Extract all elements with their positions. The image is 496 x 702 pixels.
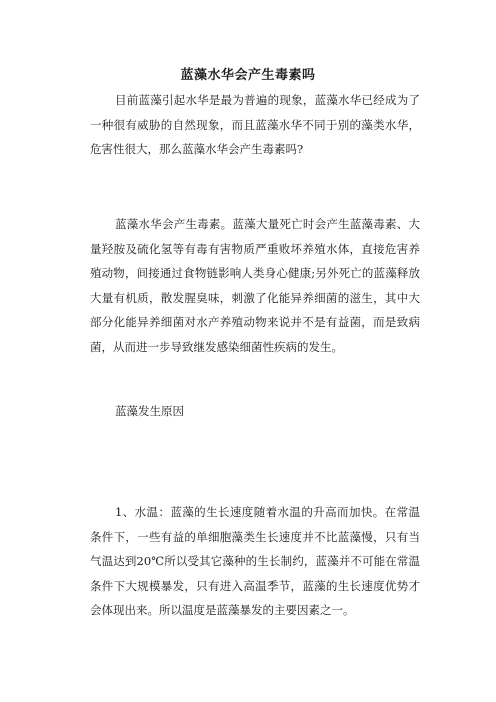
document-title: 蓝藻水华会产生毒素吗 bbox=[180, 68, 316, 83]
paragraph-intro: 目前蓝藻引起水华是最为普遍的现象，蓝藻水华已经成为了一种很有威胁的自然现象，而且蓝藻水华不同于别的藻类水华，危害性很大，那么蓝藻水华会产生毒素吗? bbox=[90, 93, 420, 157]
section-heading-causes: 蓝藻发生原因 bbox=[115, 404, 184, 418]
paragraph-water-temperature: 1、水温：蓝藻的生长速度随着水温的升高而加快。在常温条件下，一些有益的单细胞藻类生长速度并不比蓝藻慢，只有当气温达到20℃所以受其它藻种的生长制约，蓝藻并不可能在常温条件下大规模暴发，只有进入高温季节，蓝藻的生长速度优势才会体现出来。所以温度是蓝藻暴发的主要因素之一。 bbox=[90, 505, 420, 618]
paragraph-toxins: 蓝藻水华会产生毒素。蓝藻大量死亡时会产生蓝藻毒素、大量羟胺及硫化氢等有毒有害物质严重败坏养殖水体，直接危害养殖动物，间接通过食物链影响人类身心健康;另外死亡的蓝藻释放大量有机质，散发腥臭味，刺激了化能异养细菌的滋生，其中大部分化能异养细菌对水产养殖动物来说并不是有益菌，而是致病菌，从而进一步导致继发感染细菌性疾病的发生。 bbox=[90, 217, 420, 354]
